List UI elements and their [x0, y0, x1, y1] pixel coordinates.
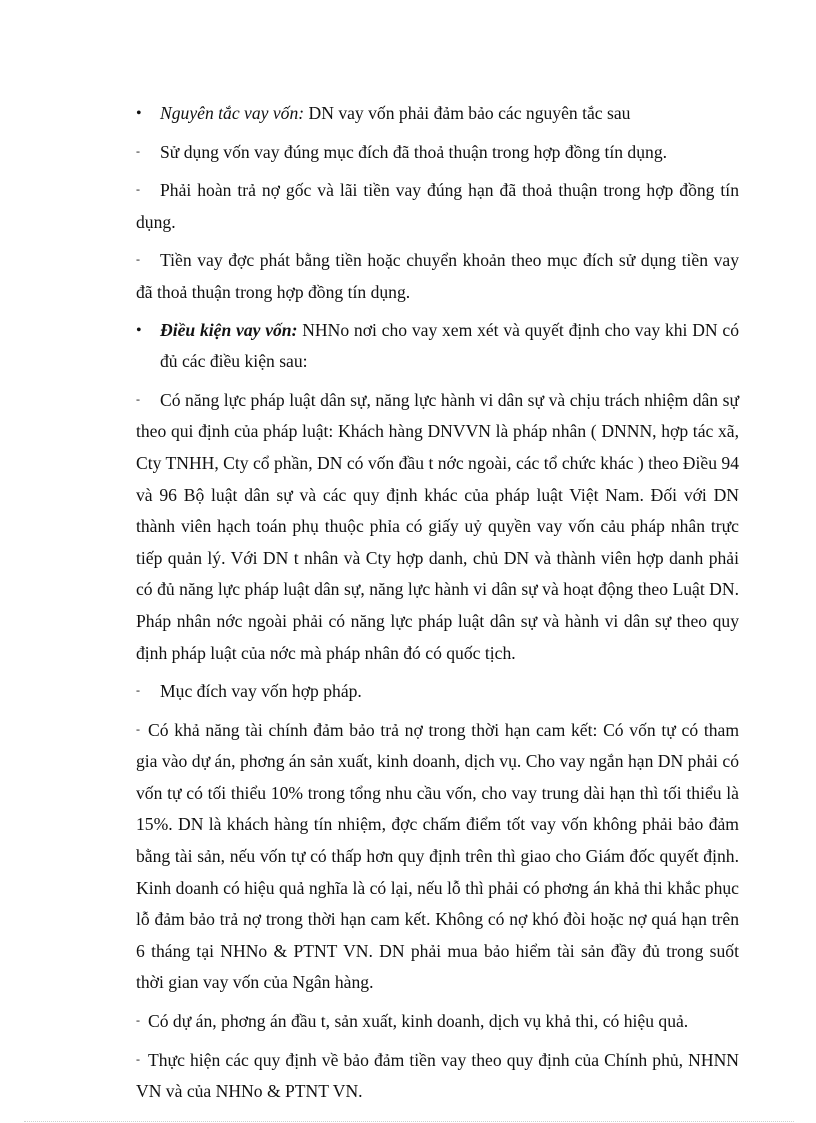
paragraph-loan-conditions — [136, 315, 739, 378]
paragraph-text: Có dự án, phơng án đầu t, sản xuất, kinh doanh, dịch vụ khả thi, có hiệu quả. — [148, 1011, 689, 1032]
loan-conditions-label: Điều kiện vay vốn: — [160, 319, 298, 340]
paragraph-repayment — [136, 174, 739, 238]
paragraph-legal-purpose — [136, 675, 739, 708]
dash-marker: - — [136, 252, 140, 267]
paragraph-text: Tiền vay đợc phát bằng tiền hoặc chuyển khoản theo mục đích sử dụng tiền vay đã thoả thuận trong hợp đồng tín dụng. — [136, 250, 739, 302]
dash-marker: - — [136, 391, 140, 406]
dash-marker: - — [136, 683, 140, 698]
paragraph-loan-principles — [136, 98, 739, 130]
paragraph-loan-security — [136, 1044, 739, 1108]
paragraph-text: Phải hoàn trả nợ gốc và lãi tiền vay đúng hạn đã thoả thuận trong hợp đồng tín dụng. — [136, 180, 739, 232]
paragraph-text: Thực hiện các quy định về bảo đảm tiền vay theo quy định của Chính phủ, NHNN VN và của NHNo & PTNT VN. — [136, 1049, 739, 1102]
page-bottom-divider — [24, 1121, 794, 1122]
dash-marker: - — [136, 1013, 140, 1028]
document-body — [136, 98, 739, 1114]
paragraph-text: Có năng lực pháp luật dân sự, năng lực hành vi dân sự và chịu trách nhiệm dân sự theo qui định của pháp luật: Khách hàng DNVVN là pháp nhân ( DNNN, hợp tác xã, Cty TNHH, Cty cổ phần, DN có vốn đầu t nớc ngoài, các tổ chức khác ) theo Điều 94 và 96 Bộ luật dân sự và các quy định khác của pháp luật Việt Nam. Đối với DN thành viên hạch toán phụ thuộc phỉa có giấy uỷ quyền vay vốn cảu pháp nhân trực tiếp quản lý. Với DN t nhân và Cty hợp danh, chủ DN và thành viên hợp danh phải có đủ năng lực pháp luật dân sự, năng lực hành vi dân sự và hoạt động theo Luật DN. Pháp nhân nớc ngoài phải có năng lực pháp luật dân sự và hành vi dân sự theo quy định pháp luật của nớc mà pháp nhân đó có quốc tịch. — [136, 389, 739, 663]
paragraph-text: Sử dụng vốn vay đúng mục đích đã thoả thuận trong hợp đồng tín dụng. — [160, 141, 668, 162]
dash-marker: - — [136, 721, 140, 736]
paragraph-financial-ability — [136, 714, 739, 999]
paragraph-purpose-use — [136, 136, 739, 169]
bullet-icon: • — [136, 321, 142, 339]
loan-conditions-text: NHNo nơi cho vay xem xét và quyết định cho vay khi DN có đủ các điều kiện sau: — [160, 319, 739, 372]
paragraph-legal-capacity — [136, 384, 739, 669]
loan-principles-label: Nguyên tắc vay vốn: — [160, 103, 305, 123]
bullet-icon: • — [136, 105, 142, 122]
dash-marker: - — [136, 182, 140, 197]
paragraph-text: Có khả năng tài chính đảm bảo trả nợ trong thời hạn cam kết: Có vốn tự có tham gia vào dự án, phơng án sản xuất, kinh doanh, dịch vụ. Cho vay ngắn hạn DN phải có vốn tự có tối thiểu 10% trong tổng nhu cầu vốn, cho vay trung dài hạn thì tối thiểu là 15%. DN là khách hàng tín nhiệm, đợc chấm điểm tốt vay vốn không phải bảo đảm bằng tài sản, nếu vốn tự có thấp hơn quy định trên thì giao cho Giám đốc quyết định. Kinh doanh có hiệu quả nghĩa là có lại, nếu lỗ thì phải có phơng án khả thi khắc phục lỗ đảm bảo trả nợ trong thời hạn cam kết. Không có nợ khó đòi hoặc nợ quá hạn trên 6 tháng tại NHNo & PTNT VN. DN phải mua bảo hiểm tài sản đầy đủ trong suốt thời gian vay vốn của Ngân hàng. — [136, 719, 739, 993]
paragraph-disbursement — [136, 244, 739, 308]
dash-marker: - — [136, 1051, 140, 1066]
dash-marker: - — [136, 143, 140, 158]
loan-principles-text: DN vay vốn phải đảm bảo các nguyên tắc sau — [304, 103, 631, 123]
paragraph-feasible-project — [136, 1005, 739, 1038]
paragraph-text: Mục đích vay vốn hợp pháp. — [160, 681, 362, 702]
